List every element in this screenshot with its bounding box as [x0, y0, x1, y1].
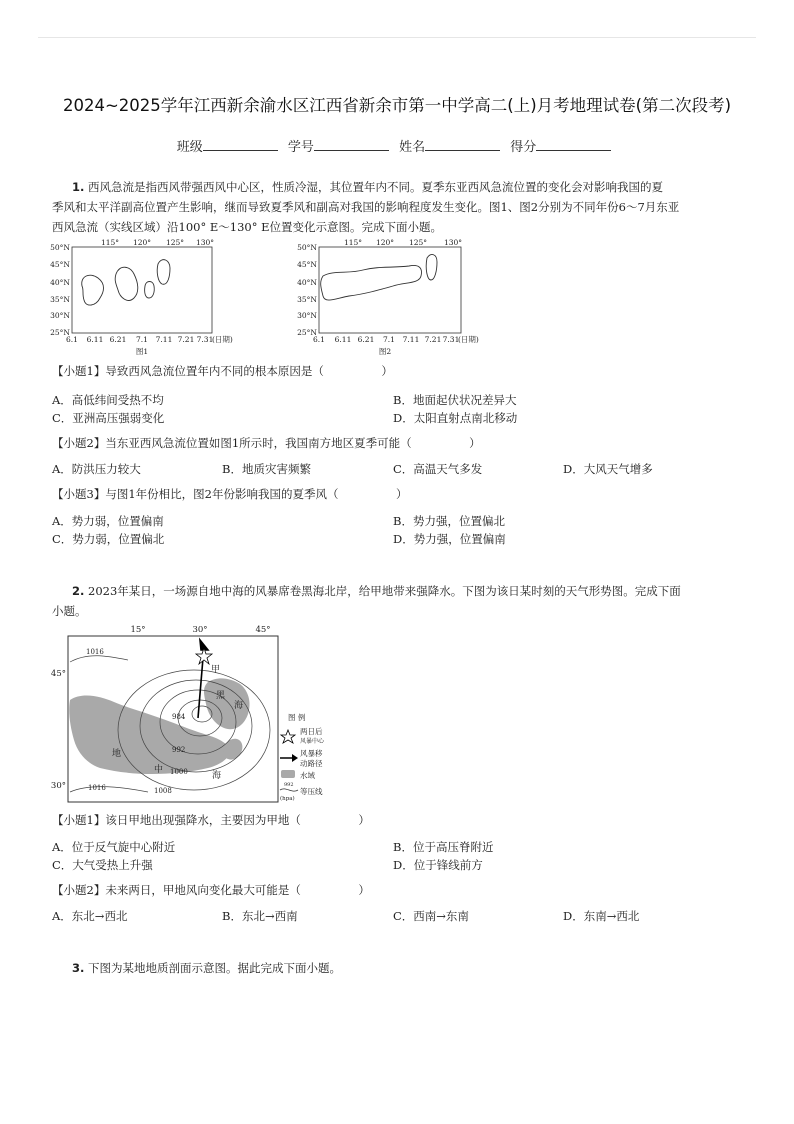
q1-sub3-option-b[interactable]: B．势力强，位置偏北	[393, 514, 505, 528]
q1-sub3-stem: 【小题3】与图1年份相比，图2年份影响我国的夏季风（ ）	[52, 487, 408, 501]
fig2-left-tick: 40°N	[297, 278, 317, 287]
legend-star-label: 两日后	[300, 727, 323, 736]
fig2-left-tick: 35°N	[297, 295, 317, 304]
q2-sub2-option-b[interactable]: B．东北→西南	[222, 909, 298, 923]
fig1-bottom-tick: 6.1	[66, 335, 78, 344]
header-rule	[38, 37, 756, 38]
q2-sub2-option-d[interactable]: D．东南→西北	[563, 909, 640, 923]
q1-sub2-option-c[interactable]: C．高温天气多发	[393, 462, 483, 476]
info-label-id: 学号	[287, 140, 314, 155]
legend-isobar-line	[280, 789, 298, 791]
q1-sub3-option-c[interactable]: C．势力弱，位置偏北	[52, 532, 165, 546]
name-blank[interactable]	[425, 138, 500, 151]
q2-sub2-stem: 【小题2】未来两日，甲地风向变化最大可能是（ ）	[52, 883, 370, 897]
q1-sub1-option-d[interactable]: D．太阳直射点南北移动	[393, 411, 518, 425]
weather-map	[48, 622, 348, 807]
fig2-top-tick: 130°	[443, 238, 463, 247]
map-top-tick: 45°	[255, 625, 271, 635]
map-place-label: 海	[212, 771, 222, 781]
isobar-label: 1008	[154, 787, 172, 795]
fig2-bottom-tick: 7.21	[424, 335, 442, 344]
fig1-top-tick: 120°	[132, 238, 152, 247]
id-blank[interactable]	[314, 138, 389, 151]
q2-sub1-option-c[interactable]: C．大气受热上升强	[52, 858, 153, 872]
fig1-bottom-tick: 7.11	[155, 335, 173, 344]
map-place-label: 甲	[211, 665, 221, 675]
figure-1	[50, 238, 233, 358]
q2-sub1-option-d[interactable]: D．位于锋线前方	[393, 858, 483, 872]
info-label-name: 姓名	[399, 140, 426, 155]
q1-sub1-option-b[interactable]: B．地面起伏状况差异大	[393, 393, 517, 407]
q2-number: 2.	[72, 584, 85, 598]
q1-sub3-option-a[interactable]: A．势力弱，位置偏南	[52, 514, 164, 528]
map-place-label: 黑	[216, 691, 226, 701]
info-label-class: 班级	[176, 140, 203, 155]
q2-sub1-option-a[interactable]: A．位于反气旋中心附近	[52, 840, 176, 854]
legend-water-label: 水域	[300, 771, 315, 780]
fig1-axis-suffix: (日期)	[212, 335, 233, 344]
fig2-left-tick: 45°N	[297, 260, 317, 269]
q1-intro-line3: 西风急流（实线区域）沿100° E～130° E位置变化示意图。完成下面小题。	[52, 220, 442, 234]
fig1-caption: 图1	[135, 347, 149, 356]
fig1-left-tick: 40°N	[50, 278, 70, 287]
fig1-top-tick: 115°	[100, 238, 120, 247]
map-place-label: 海	[234, 701, 244, 711]
q1-number: 1.	[72, 180, 85, 194]
fig2-bottom-tick: 7.11	[402, 335, 420, 344]
legend-star-icon	[281, 730, 295, 743]
isobar-label: 984	[172, 713, 186, 721]
fig1-bottom-tick: 7.1	[136, 335, 148, 344]
legend-isobar-label: 等压线	[300, 787, 323, 796]
q1-sub1-stem: 【小题1】导致西风急流位置年内不同的根本原因是（ ）	[52, 364, 393, 378]
q1-sub1-option-a[interactable]: A．高低纬间受热不均	[52, 393, 164, 407]
q1-sub3-option-d[interactable]: D．势力强，位置偏南	[393, 532, 506, 546]
fig1-bottom-tick: 7.21	[177, 335, 195, 344]
q1-intro-line1: 西风急流是指西风带强西风中心区，性质冷湿，其位置年内不同。夏季东亚西风急流位置的变化会对影响我国的夏	[88, 180, 664, 194]
isobar-label: 1016	[86, 648, 104, 656]
fig1-left-tick: 25°N	[50, 328, 70, 337]
legend-title: 图 例	[288, 713, 306, 722]
map-top-tick: 30°	[192, 625, 208, 635]
fig2-jet-contours	[321, 255, 437, 301]
fig2-bottom-tick: 7.31	[442, 335, 460, 344]
q2-sub1-stem: 【小题1】该日甲地出现强降水，主要因为甲地（ ）	[52, 813, 370, 827]
fig2-bottom-tick: 7.1	[383, 335, 395, 344]
map-top-tick: 15°	[130, 625, 146, 635]
fig2-top-tick: 120°	[375, 238, 395, 247]
legend-isobar-unit: (hpa)	[280, 796, 295, 802]
q2-sub2-option-a[interactable]: A．东北→西北	[52, 909, 128, 923]
q1-sub2-option-d[interactable]: D．大风天气增多	[563, 462, 653, 476]
q1-intro-line2: 季风和太平洋副高位置产生影响，继而导致夏季风和副高对我国的影响程度发生变化。图1、图2分别为不同年份6～7月东亚	[52, 200, 680, 214]
q2-intro	[52, 581, 752, 621]
fig2-bottom-tick: 6.1	[313, 335, 325, 344]
q1-intro	[52, 177, 752, 237]
map-place-label: 地	[112, 749, 122, 759]
legend-water-swatch	[281, 770, 295, 778]
fig2-axis-suffix: (日期)	[458, 335, 479, 344]
q1-sub2-stem: 【小题2】当东亚西风急流位置如图1所示时，我国南方地区夏季可能（ ）	[52, 436, 481, 450]
legend-isobar-sample: 992	[284, 782, 294, 788]
fig1-left-tick: 45°N	[50, 260, 70, 269]
q2-sub2-option-c[interactable]: C．西南→东南	[393, 909, 469, 923]
map-left-tick: 45°	[50, 669, 66, 679]
class-blank[interactable]	[203, 138, 278, 151]
q1-sub2-option-b[interactable]: B．地质灾害频繁	[222, 462, 311, 476]
fig1-jet-contours	[82, 260, 170, 305]
legend-arrow-label: 动路径	[300, 759, 323, 768]
q2-intro-line2: 小题。	[52, 604, 87, 618]
figure-2	[293, 238, 483, 358]
fig2-top-tick: 115°	[343, 238, 363, 247]
fig2-caption: 图2	[378, 347, 392, 356]
fig2-bottom-tick: 6.21	[357, 335, 375, 344]
fig1-top-tick: 125°	[165, 238, 185, 247]
student-info-row	[0, 136, 794, 155]
fig1-top-tick: 130°	[195, 238, 215, 247]
fig1-left-tick: 30°N	[50, 311, 70, 320]
fig1-bottom-tick: 6.21	[109, 335, 127, 344]
q3-intro	[52, 958, 752, 978]
score-blank[interactable]	[536, 138, 611, 151]
map-legend	[280, 712, 325, 802]
fig2-left-tick: 25°N	[297, 328, 317, 337]
fig1-bottom-tick: 6.11	[86, 335, 104, 344]
legend-arrow-label: 风暴移	[300, 749, 323, 758]
q3-intro-text: 下图为某地地质剖面示意图。据此完成下面小题。	[88, 961, 342, 975]
fig1-left-tick: 50°N	[50, 243, 70, 252]
page-title: 2024~2025学年江西新余渝水区江西省新余市第一中学高二(上)月考地理试卷(第二次段考)	[62, 96, 732, 115]
legend-star-label: 风暴中心	[300, 738, 325, 745]
fig1-bottom-tick: 7.31	[196, 335, 214, 344]
isobar-label: 1016	[88, 784, 106, 792]
q1-sub1-option-c[interactable]: C．亚洲高压强弱变化	[52, 411, 165, 425]
q3-number: 3.	[72, 961, 85, 975]
fig2-bottom-tick: 6.11	[334, 335, 352, 344]
q1-sub2-option-a[interactable]: A．防洪压力较大	[52, 462, 141, 476]
isobar-label: 1000	[170, 768, 188, 776]
fig2-left-tick: 50°N	[297, 243, 317, 252]
isobar-label: 992	[172, 746, 186, 754]
map-left-tick: 30°	[50, 781, 66, 791]
fig2-top-tick: 125°	[408, 238, 428, 247]
fig2-left-tick: 30°N	[297, 311, 317, 320]
fig1-left-tick: 35°N	[50, 295, 70, 304]
info-label-score: 得分	[510, 140, 537, 155]
q2-intro-line1: 2023年某日，一场源自地中海的风暴席卷黑海北岸，给甲地带来强降水。下图为该日某时刻的天气形势图。完成下面	[88, 584, 681, 598]
map-place-label: 中	[154, 765, 164, 775]
q2-sub1-option-b[interactable]: B．位于高压脊附近	[393, 840, 494, 854]
